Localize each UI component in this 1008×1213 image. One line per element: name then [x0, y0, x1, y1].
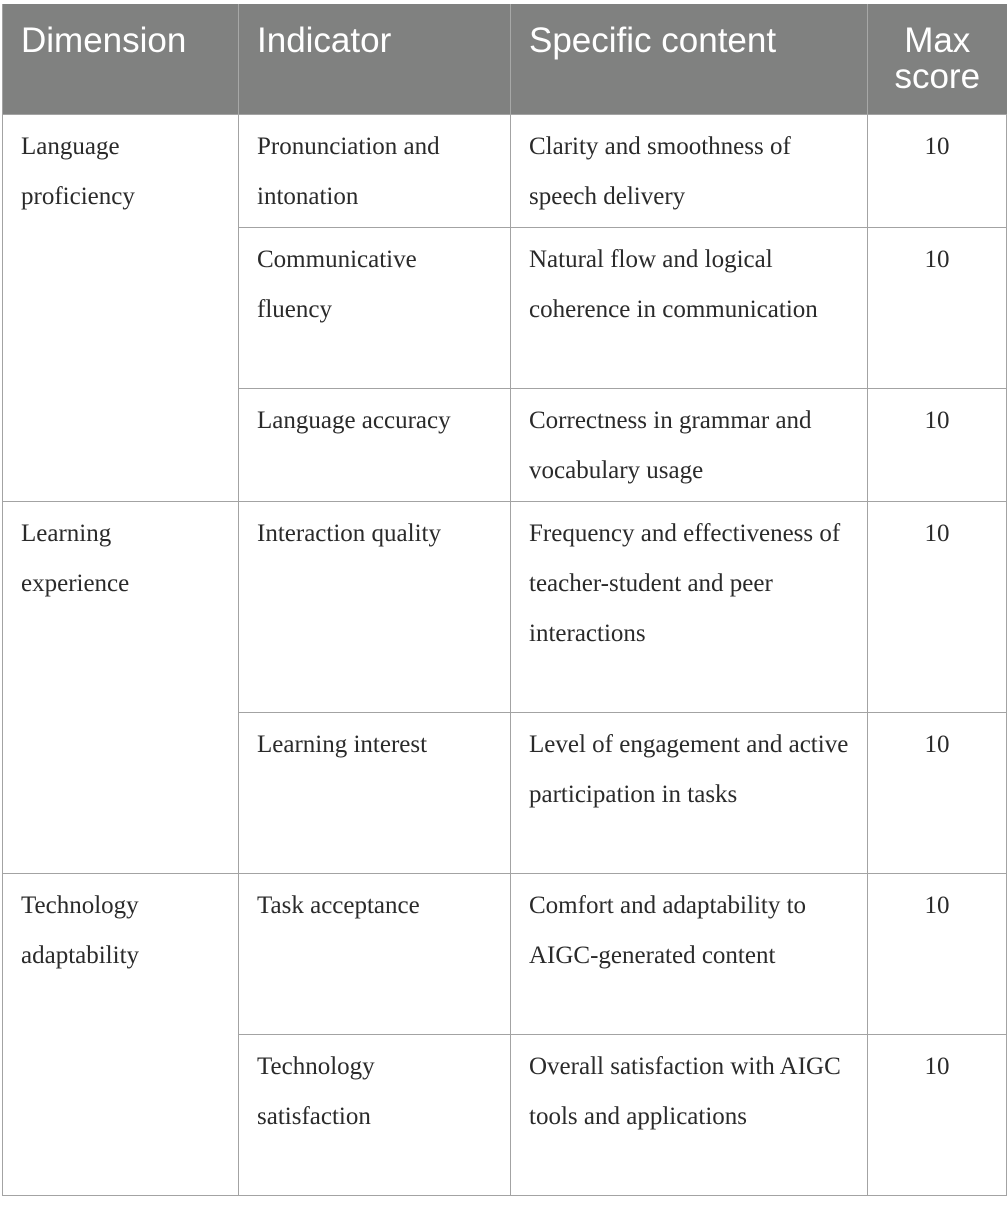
- max-score-cell: 10: [868, 227, 1007, 388]
- table-header: [3, 4, 1007, 114]
- dimension-cell: Learning experience: [3, 501, 239, 873]
- content-cell: Clarity and smoothness of speech delivery: [511, 114, 868, 227]
- indicator-cell: Language accuracy: [239, 388, 511, 501]
- table-row: [3, 501, 1007, 712]
- indicator-cell: Interaction quality: [239, 501, 511, 712]
- content-cell: Frequency and effectiveness of teacher-student and peer interactions: [511, 501, 868, 712]
- table-row: [3, 114, 1007, 227]
- dimension-cell: Language proficiency: [3, 114, 239, 501]
- max-score-cell: 10: [868, 114, 1007, 227]
- header-row: [3, 4, 1007, 114]
- max-score-cell: 10: [868, 712, 1007, 873]
- max-score-cell: 10: [868, 1034, 1007, 1195]
- indicator-cell: Technology satisfaction: [239, 1034, 511, 1195]
- max-score-cell: 10: [868, 388, 1007, 501]
- header-max-score: Max score: [868, 4, 1007, 114]
- content-cell: Correctness in grammar and vocabulary usage: [511, 388, 868, 501]
- content-cell: Level of engagement and active participation in tasks: [511, 712, 868, 873]
- max-score-cell: 10: [868, 873, 1007, 1034]
- evaluation-table: [2, 4, 1007, 1196]
- indicator-cell: Communicative fluency: [239, 227, 511, 388]
- table-body: [3, 114, 1007, 1195]
- dimension-cell: Technology adaptability: [3, 873, 239, 1195]
- content-cell: Comfort and adaptability to AIGC-generated content: [511, 873, 868, 1034]
- header-dimension: Dimension: [3, 4, 239, 114]
- indicator-cell: Pronunciation and intonation: [239, 114, 511, 227]
- header-indicator: Indicator: [239, 4, 511, 114]
- content-cell: Natural flow and logical coherence in communication: [511, 227, 868, 388]
- indicator-cell: Task acceptance: [239, 873, 511, 1034]
- max-score-cell: 10: [868, 501, 1007, 712]
- header-specific-content: Specific content: [511, 4, 868, 114]
- content-cell: Overall satisfaction with AIGC tools and applications: [511, 1034, 868, 1195]
- indicator-cell: Learning interest: [239, 712, 511, 873]
- table-row: [3, 873, 1007, 1034]
